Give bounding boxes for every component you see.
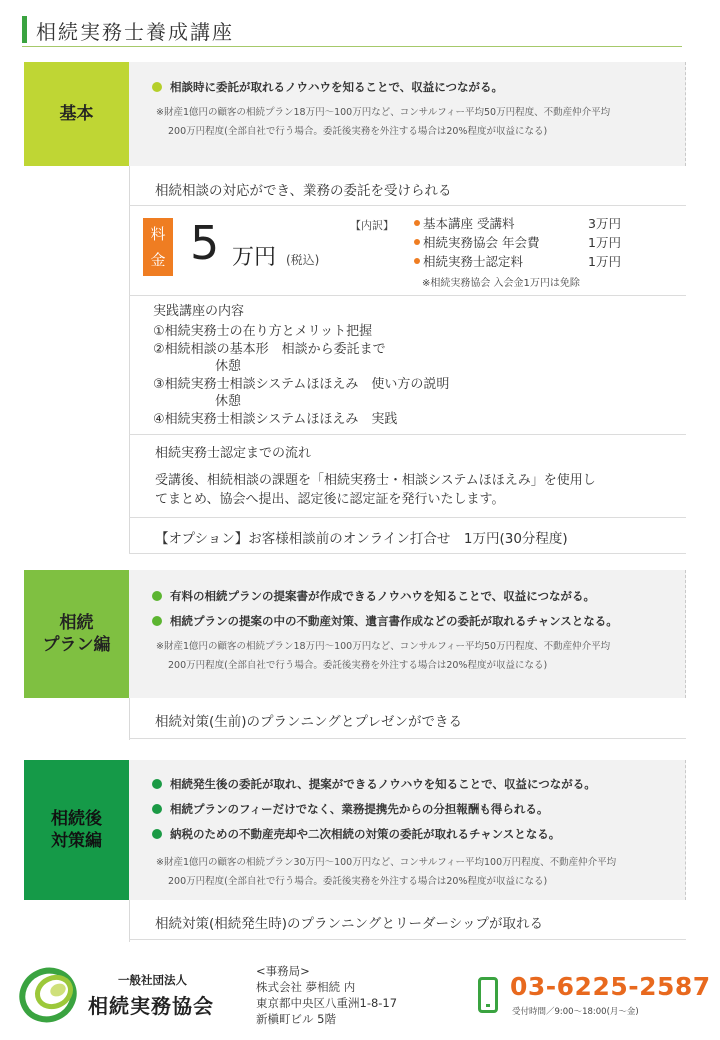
bullet-dot-icon	[414, 220, 420, 226]
phone-number[interactable]: 03-6225-2587	[510, 972, 711, 1001]
section-label-text: 基本	[59, 103, 94, 124]
plan-bullet: 有料の相続プランの提案書が作成できるノウハウを知ることで、収益につながる。	[152, 588, 595, 604]
row-divider	[129, 939, 686, 940]
section-label-text: 相続後	[51, 808, 102, 829]
taisaku-bullet: 相続プランのフィーだけでなく、業務提携先からの分担報酬も得られる。	[152, 801, 548, 817]
bullet-dot-icon	[414, 239, 420, 245]
fee-amount: 5	[190, 216, 220, 270]
org-name: 相続実務協会	[88, 994, 214, 1018]
list-item: 休憩	[215, 359, 242, 374]
fee-unit: 万円	[232, 245, 277, 270]
list-item: ①相続実務士の在り方とメリット把握	[153, 324, 373, 339]
taisaku-note: ※財産1億円の顧客の相続プラン30万円～100万円など、コンサルフィー平均100万円程度、不動産仲介平均 200万円程度(全部自社で行う場合。委託後実務を外注する場合は20%程度が収益になる)	[156, 857, 617, 887]
breakdown-label: 【内訳】	[350, 219, 394, 232]
row-divider	[129, 295, 686, 296]
course-heading: 実践講座の内容	[153, 304, 245, 319]
section-label-kihon	[24, 62, 129, 166]
breakdown-note: ※相続実務協会 入会金1万円は免除	[422, 278, 580, 289]
row-divider	[129, 738, 686, 739]
section-label-text: 相続	[59, 612, 94, 633]
row-divider	[129, 434, 686, 435]
bullet-dot-icon	[152, 779, 162, 789]
bullet-dot-icon	[152, 804, 162, 814]
bullet-dot-icon	[152, 616, 162, 626]
taisaku-benefit: 相続対策(相続発生時)のプランニングとリーダーシップが取れる	[155, 916, 543, 932]
org-type: 一般社団法人	[118, 973, 187, 987]
taisaku-bullet: 納税のための不動産売却や二次相続の対策の委託が取れるチャンスとなる。	[152, 826, 560, 842]
kihon-benefit: 相続相談の対応ができ、業務の委託を受けられる	[155, 183, 452, 199]
list-item: ④相続実務士相談システムほほえみ 実践	[153, 411, 398, 427]
breakdown-item: 相続実務協会 年会費	[414, 233, 539, 251]
list-item: ②相続相談の基本形 相談から委託まで	[153, 341, 386, 357]
kihon-note: ※財産1億円の顧客の相続プラン18万円～100万円など、コンサルフィー平均50万円程度、不動産仲介平均 200万円程度(全部自社で行う場合。委託後実務を外注する場合は20%程度が収益になる)	[156, 107, 611, 137]
section-label-text: 対策編	[51, 831, 102, 851]
reception-hours: 受付時間／9:00～18:00(月～金)	[512, 1007, 639, 1017]
title-divider	[22, 46, 682, 47]
section-label-taisaku	[24, 760, 129, 900]
row-divider	[129, 517, 686, 518]
plan-note: ※財産1億円の顧客の相続プラン18万円～100万円など、コンサルフィー平均50万円程度、不動産仲介平均 200万円程度(全部自社で行う場合。委託後実務を外注する場合は20%程度が収益になる)	[156, 641, 611, 671]
bullet-dot-icon	[414, 258, 420, 264]
breakdown-item: 基本講座 受講料	[414, 214, 514, 232]
bullet-dot-icon	[152, 829, 162, 839]
plan-rows-border	[129, 698, 130, 740]
flow-heading: 相続実務士認定までの流れ	[155, 446, 312, 461]
title-accent-bar	[22, 16, 27, 43]
breakdown-amount: 3万円	[588, 216, 621, 231]
option-text: 【オプション】お客様相談前のオンライン打合せ 1万円(30分程度)	[155, 531, 568, 547]
plan-bullet: 相続プランの提案の中の不動産対策、遺言書作成などの委託が取れるチャンスとなる。	[152, 613, 618, 629]
breakdown-amount: 1万円	[588, 235, 621, 250]
org-logo-icon	[18, 964, 84, 1024]
fee-badge: 料 金	[143, 218, 173, 276]
taisaku-rows-border	[129, 900, 130, 942]
bullet-dot-icon	[152, 591, 162, 601]
plan-benefit: 相続対策(生前)のプランニングとプレゼンができる	[155, 714, 462, 730]
course-list	[153, 323, 449, 428]
flow-text: 受講後、相続相談の課題を「相続実務士・相談システムほほえみ」を使用し てまとめ、協会へ提出、認定後に認定証を発行いたします。	[155, 473, 596, 507]
kihon-bullet: 相談時に委託が取れるノウハウを知ることで、収益につながる。	[152, 79, 503, 95]
office-address: <事務局> 株式会社 夢相続 内 東京都中央区八重洲1-8-17 新槇町ビル 5階	[256, 964, 398, 1026]
section-label-text: プラン編	[42, 635, 111, 655]
fee-tax: (税込)	[286, 253, 320, 267]
bullet-dot-icon	[152, 82, 162, 92]
list-item: ③相続実務士相談システムほほえみ 使い方の説明	[153, 376, 450, 392]
row-divider	[129, 205, 686, 206]
kihon-rows-border	[129, 166, 130, 554]
section-label-plan	[24, 570, 129, 698]
breakdown-amount: 1万円	[588, 254, 621, 269]
taisaku-bullet: 相続発生後の委託が取れ、提案ができるノウハウを知ることで、収益につながる。	[152, 776, 596, 792]
page-title: 相続実務士養成講座	[36, 20, 234, 44]
phone-icon	[478, 977, 498, 1013]
list-item: 休憩	[215, 394, 242, 409]
breakdown-item: 相続実務士認定料	[414, 252, 523, 270]
row-divider	[129, 553, 686, 554]
